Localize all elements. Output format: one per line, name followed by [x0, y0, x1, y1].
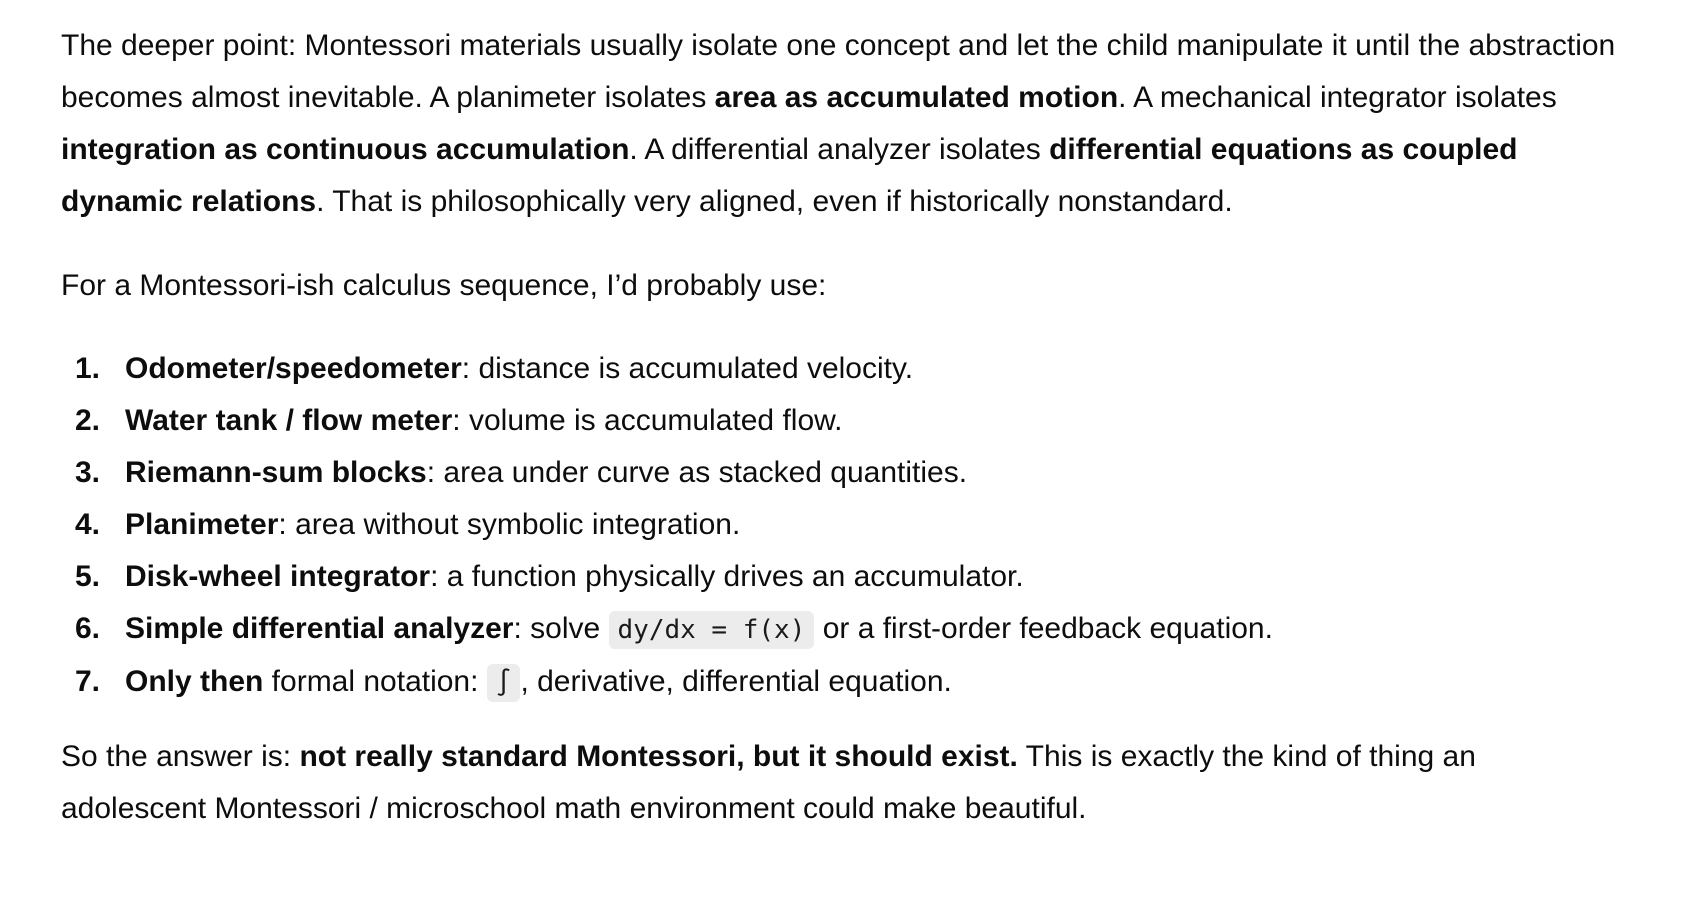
list-item-title: Disk-wheel integrator [125, 560, 431, 593]
intro-paragraph [61, 20, 1621, 228]
list-item-title: Odometer/speedometer [125, 352, 462, 385]
intro-bold-3: differential equations as coupled dynamic relations [61, 133, 1518, 218]
list-item-title: Planimeter [125, 508, 279, 541]
list-item-text: : a function physically drives an accumulator. [430, 560, 1024, 593]
list-number: 7. [75, 665, 101, 698]
list-number: 4. [75, 508, 101, 541]
conclusion-bold: not really standard Montessori, but it should exist. [299, 740, 1018, 773]
intro-text-3: . A differential analyzer isolates [629, 133, 1050, 166]
intro-bold-2: integration as continuous accumulation [61, 133, 630, 166]
conclusion-text-1: So the answer is: [61, 740, 300, 773]
list-item [61, 603, 1621, 656]
list-item-text: : area without symbolic integration. [278, 508, 741, 541]
list-item [61, 499, 1621, 551]
inline-code: ∫ [487, 664, 521, 702]
list-number: 1. [75, 352, 101, 385]
list-item [61, 343, 1621, 395]
list-item [61, 656, 1621, 709]
list-item-text: formal notation: [263, 665, 487, 698]
intro-text-2: . A mechanical integrator isolates [1118, 81, 1557, 114]
list-item-text: : volume is accumulated flow. [452, 404, 843, 437]
sequence-list [61, 343, 1621, 709]
list-item-text: : area under curve as stacked quantities. [426, 456, 968, 489]
list-item-text-2: or a first-order feedback equation. [814, 612, 1273, 645]
list-item-title: Only then [125, 665, 264, 698]
list-number: 6. [75, 612, 101, 645]
conclusion-paragraph [61, 731, 1621, 835]
list-number: 2. [75, 404, 101, 437]
list-number: 5. [75, 560, 101, 593]
inline-code: dy/dx = f(x) [609, 611, 815, 649]
list-item [61, 395, 1621, 447]
list-number: 3. [75, 456, 101, 489]
list-item-title: Simple differential analyzer [125, 612, 514, 645]
intro-bold-1: area as accumulated motion [714, 81, 1119, 114]
list-item-text: : solve [513, 612, 609, 645]
list-item [61, 551, 1621, 603]
conclusion-text-2: This is exactly the kind of thing an adolescent Montessori / microschool math environment could make beautiful. [61, 740, 1476, 825]
sequence-intro-paragraph: For a Montessori-ish calculus sequence, I’d probably use: [61, 269, 827, 302]
assistant-message [61, 20, 1621, 835]
list-item-title: Water tank / flow meter [125, 404, 453, 437]
list-item-text-2: , derivative, differential equation. [520, 665, 952, 698]
intro-text-4: . That is philosophically very aligned, even if historically nonstandard. [316, 185, 1233, 218]
list-item-title: Riemann-sum blocks [125, 456, 427, 489]
list-item [61, 447, 1621, 499]
intro-text-1: The deeper point: Montessori materials usually isolate one concept and let the child manipulate it until the abstraction becomes almost inevitable. A planimeter isolates [61, 29, 1616, 114]
list-item-text: : distance is accumulated velocity. [461, 352, 914, 385]
